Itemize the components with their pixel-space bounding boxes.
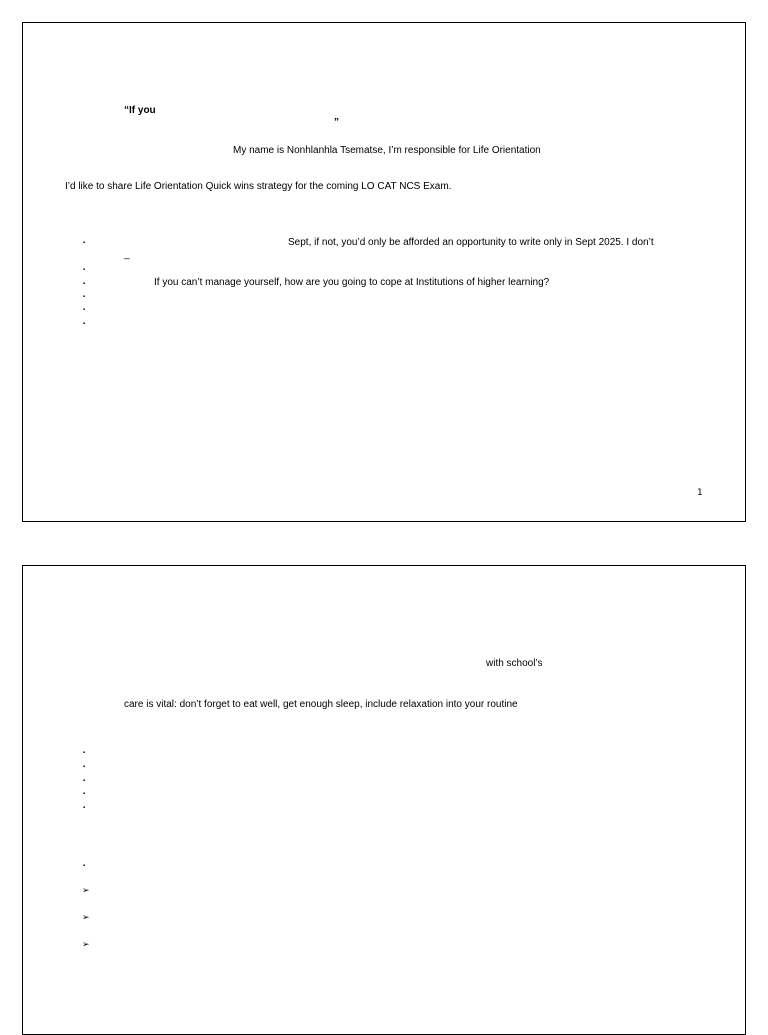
share-text: I’d like to share Life Orientation Quick wins strategy for the coming LO CAT NCS Exam. bbox=[65, 181, 452, 192]
document-page-1 bbox=[22, 22, 746, 522]
bullet-1-text: Sept, if not, you’d only be afforded an opportunity to write only in Sept 2025. I don’t bbox=[288, 237, 654, 248]
bullet-marker: ▪ bbox=[83, 267, 86, 273]
care-text: care is vital: don’t forget to eat well, get enough sleep, include relaxation into your routine bbox=[124, 699, 518, 710]
arrow-bullet-icon: ➢ bbox=[82, 885, 90, 895]
bullet-1-dash: _ bbox=[124, 249, 130, 260]
bullet-marker: ▪ bbox=[83, 791, 86, 797]
bullet-3-text: If you can’t manage yourself, how are you going to cope at Institutions of higher learning? bbox=[154, 277, 550, 288]
bullet-marker: ▪ bbox=[83, 778, 86, 784]
bullet-marker: ▪ bbox=[83, 805, 86, 811]
bullet-marker: ▪ bbox=[83, 307, 86, 313]
quote-open: “If you bbox=[124, 105, 156, 116]
arrow-bullet-icon: ➢ bbox=[82, 912, 90, 922]
bullet-marker: ▪ bbox=[83, 281, 86, 287]
bullet-marker: ▪ bbox=[83, 750, 86, 756]
bullet-marker: ▪ bbox=[83, 240, 86, 246]
bullet-marker: ▪ bbox=[83, 294, 86, 300]
page-number: 1 bbox=[697, 488, 703, 498]
arrow-bullet-icon: ➢ bbox=[82, 939, 90, 949]
bullet-marker: ▪ bbox=[83, 321, 86, 327]
bullet-marker: ▪ bbox=[83, 863, 86, 869]
intro-text: My name is Nonhlanhla Tsematse, I’m responsible for Life Orientation bbox=[233, 145, 541, 156]
schools-text: with school’s bbox=[486, 658, 543, 669]
document-page-2 bbox=[22, 565, 746, 1035]
bullet-marker: ▪ bbox=[83, 764, 86, 770]
quote-close: ” bbox=[334, 117, 339, 128]
